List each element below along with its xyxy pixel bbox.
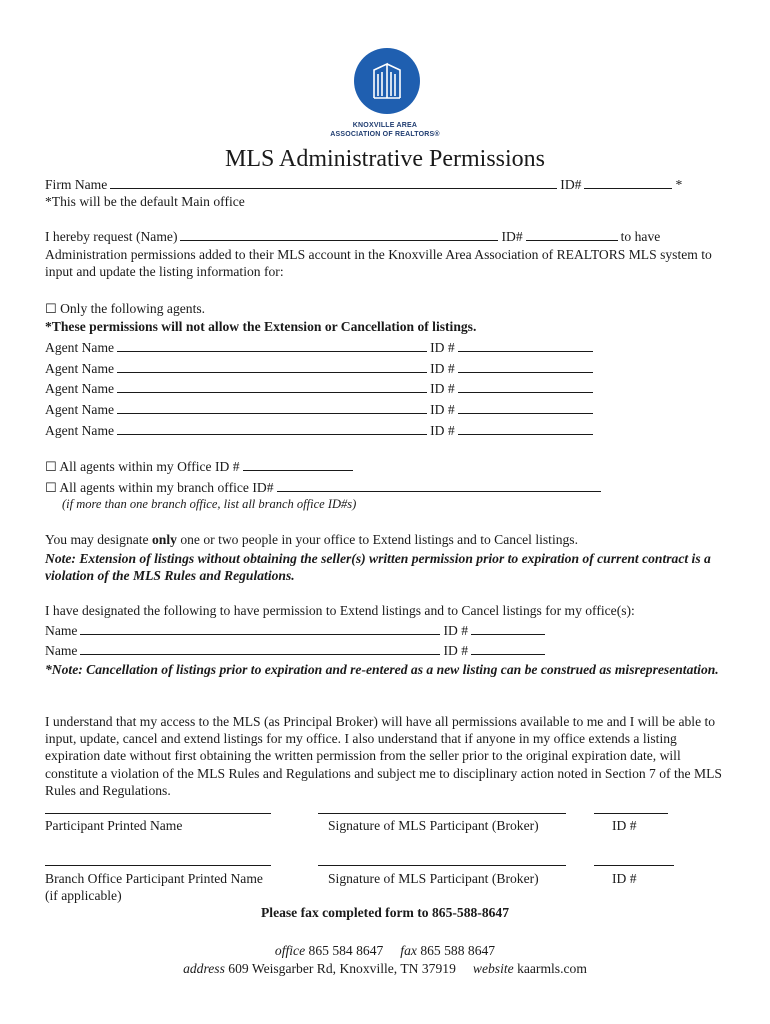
agent-id-label: ID #: [430, 361, 455, 376]
participant-id-label: ID #: [612, 818, 637, 833]
agent-name-label: Agent Name: [45, 361, 115, 376]
agent-id-field[interactable]: [458, 371, 593, 373]
logo-line-2: ASSOCIATION OF REALTORS®: [330, 131, 440, 138]
firm-id-asterisk: *: [675, 177, 683, 192]
request-prefix: I hereby request (Name): [45, 229, 178, 244]
firm-name-field[interactable]: [110, 187, 557, 189]
branch-printed-name-sublabel: (if applicable): [45, 888, 122, 903]
footer-phone-row: [0, 943, 770, 959]
agent-name-field[interactable]: [117, 350, 427, 352]
address-value: 609 Weisgarber Rd, Knoxville, TN 37919: [228, 961, 456, 976]
agent-name-label: Agent Name: [45, 381, 115, 396]
request-id-field[interactable]: [526, 239, 618, 241]
firm-note: *This will be the default Main office: [45, 194, 245, 209]
understand-paragraph: I understand that my access to the MLS (as Principal Broker) will have all permissions available to me and I will be able to input, update, cancel and extend listings for my office. I also understand that if anyone in my office extends a listing expiration date without first obtaining the written permission from the seller prior to the original expiration date, will constitute a violation of the MLS Rules and Regulations and subject me to disciplinary action noted in Section 7 of the MLS Rules and Regulations.: [45, 714, 722, 798]
agent-name-field[interactable]: [117, 412, 427, 414]
office-phone: 865 584 8647: [308, 943, 384, 958]
agent-row: [45, 402, 596, 418]
branch-id-field[interactable]: [594, 865, 674, 866]
agent-id-label: ID #: [430, 402, 455, 417]
agent-id-field[interactable]: [458, 433, 593, 435]
branch-id-label: ID #: [612, 871, 637, 886]
request-id-label: ID#: [501, 229, 523, 244]
agent-id-label: ID #: [430, 381, 455, 396]
option-agents-note: *These permissions will not allow the Extension or Cancellation of listings.: [45, 319, 477, 334]
fax-label: fax: [400, 943, 417, 958]
request-suffix: to have: [620, 229, 661, 244]
checkbox-icon[interactable]: ☐: [45, 481, 57, 496]
office-id-field[interactable]: [243, 469, 353, 471]
firm-id-field[interactable]: [584, 187, 672, 189]
association-logo: [354, 48, 420, 114]
agent-name-label: Agent Name: [45, 402, 115, 417]
request-text: Administration permissions added to their MLS account in the Knoxville Area Association of REALTORS MLS system to input and update the listing information for:: [45, 247, 712, 280]
branch-printed-name-field[interactable]: [45, 865, 271, 866]
participant-signature-label: Signature of MLS Participant (Broker): [328, 818, 539, 833]
designated-intro: I have designated the following to have permission to Extend listings and to Cancel listings for my office(s):: [45, 603, 635, 618]
request-name-field[interactable]: [180, 239, 498, 241]
designated-id-field[interactable]: [471, 633, 545, 635]
designated-note: *Note: Cancellation of listings prior to expiration and re-entered as a new listing can be construed as misrepresentation.: [45, 662, 719, 677]
fax-instruction: Please fax completed form to 865-588-8647: [260, 905, 510, 920]
agent-id-field[interactable]: [458, 391, 593, 393]
checkbox-icon[interactable]: ☐: [45, 302, 57, 317]
address-label: address: [183, 961, 225, 976]
building-logo-icon: [354, 48, 420, 114]
agent-name-field[interactable]: [117, 371, 427, 373]
designate-text-before: You may designate: [45, 532, 152, 547]
designate-text: [45, 532, 578, 548]
fax-number: 865 588 8647: [420, 943, 496, 958]
firm-name-row: [45, 177, 682, 193]
designated-id-field[interactable]: [471, 653, 545, 655]
designated-id-label: ID #: [443, 623, 469, 638]
agent-row: [45, 381, 596, 397]
logo-line-1: KNOXVILLE AREA: [352, 122, 418, 129]
designated-name-field[interactable]: [80, 653, 440, 655]
participant-id-field[interactable]: [594, 813, 668, 814]
page-title: MLS Administrative Permissions: [224, 146, 545, 172]
participant-signature-field[interactable]: [318, 813, 566, 814]
agent-id-field[interactable]: [458, 412, 593, 414]
agent-name-field[interactable]: [117, 391, 427, 393]
designated-row: [45, 643, 548, 659]
website-label: website: [472, 961, 514, 976]
designated-name-field[interactable]: [80, 633, 440, 635]
firm-name-label: Firm Name: [45, 177, 108, 192]
branch-signature-field[interactable]: [318, 865, 566, 866]
designate-text-bold: only: [151, 532, 177, 547]
agent-id-field[interactable]: [458, 350, 593, 352]
agent-row: [45, 340, 596, 356]
agent-name-label: Agent Name: [45, 423, 115, 438]
branch-id-field[interactable]: [277, 490, 601, 492]
request-row: [45, 229, 660, 245]
participant-printed-name-label: Participant Printed Name: [45, 818, 183, 833]
branch-signature-label: Signature of MLS Participant (Broker): [328, 871, 539, 886]
option-agents[interactable]: [45, 301, 205, 317]
option-branch-label: All agents within my branch office ID#: [59, 480, 274, 495]
agent-id-label: ID #: [430, 423, 455, 438]
option-office-label: All agents within my Office ID #: [59, 459, 240, 474]
designated-name-label: Name: [45, 623, 78, 638]
option-branch[interactable]: [45, 480, 604, 496]
designated-id-label: ID #: [443, 643, 469, 658]
checkbox-icon[interactable]: ☐: [45, 460, 57, 475]
agent-id-label: ID #: [430, 340, 455, 355]
designated-row: [45, 623, 548, 639]
website-link[interactable]: kaarmls.com: [517, 961, 587, 976]
agent-name-field[interactable]: [117, 433, 427, 435]
designated-name-label: Name: [45, 643, 78, 658]
footer-address-row: [0, 961, 770, 977]
designate-note: Note: Extension of listings without obtaining the seller(s) written permission prior to expiration of current contract is a violation of the MLS Rules and Regulations.: [45, 551, 711, 584]
designate-text-after: one or two people in your office to Extend listings and to Cancel listings.: [176, 532, 578, 547]
participant-printed-name-field[interactable]: [45, 813, 271, 814]
option-branch-note: (if more than one branch office, list all branch office ID#s): [62, 497, 357, 511]
firm-id-label: ID#: [560, 177, 582, 192]
option-agents-label: Only the following agents.: [60, 301, 206, 316]
agent-row: [45, 361, 596, 377]
agent-name-label: Agent Name: [45, 340, 115, 355]
option-office[interactable]: [45, 459, 356, 475]
office-label: office: [274, 943, 306, 958]
agent-row: [45, 423, 596, 439]
branch-printed-name-label: Branch Office Participant Printed Name: [45, 871, 263, 886]
